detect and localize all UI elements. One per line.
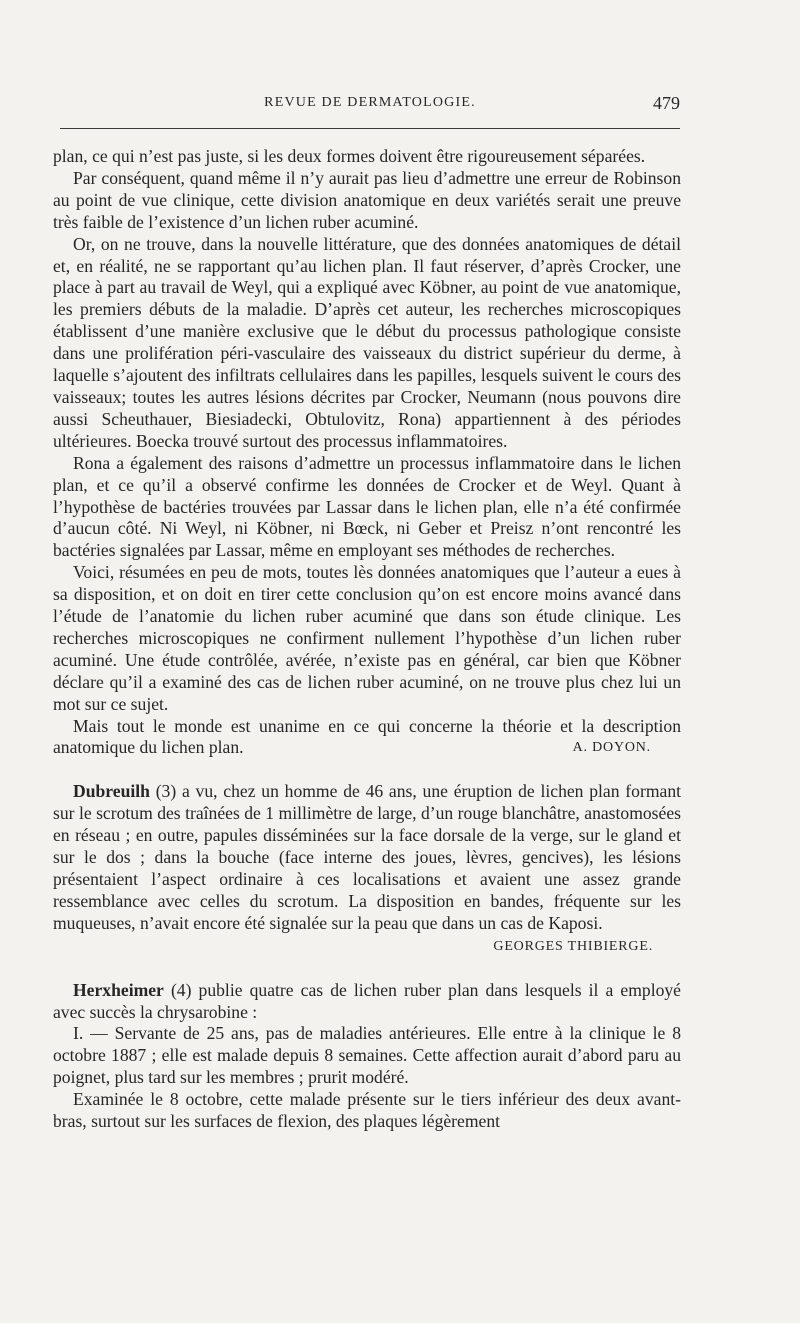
review-herxheimer bbox=[53, 980, 681, 1024]
review-text: (3) a vu, chez un homme de 46 ans, une éruption de lichen plan formant sur le scrotum des traînées de 1 millimètre de large, d’un rouge blanchâtre, anastomosées en réseau ; en outre, papules disséminées sur la face dorsale de la verge, sur le gland et sur le dos ; dans la bouche (face interne des joues, lèvres, gencives), les lésions présentaient l’aspect ordinaire à ces localisations et avaient une assez grande ressemblance avec celles du scrotum. La disposition en bandes, fréquente sur les muqueuses, n’avait encore été signalée sur la peau que dans un cas de Kaposi. bbox=[53, 781, 681, 933]
paragraph: plan, ce qui n’est pas juste, si les deux formes doivent être rigoureusement séparées. bbox=[53, 146, 646, 166]
author-name: Herxheimer bbox=[73, 979, 164, 1000]
signature-doyon: A. DOYON. bbox=[572, 740, 651, 756]
page-header bbox=[60, 95, 680, 119]
case-one-exam: Examinée le 8 octobre, cette malade présente sur le tiers inférieur des deux avant-bras, surtout sur les surfaces de flexion, des plaques légèrement bbox=[53, 1089, 681, 1132]
paragraph: Rona a également des raisons d’admettre un processus inflammatoire dans le lichen plan, et ce qu’il a observé confirme les données de Crocker et de Weyl. Quant à l’hypothèse de bactéries trouvées par Lassar dans le lichen plan, elle n’a été confirmée d’aucun côté. Ni Weyl, ni Köbner, ni Bœck, ni Geber et Preisz n’ont rencontré les bactéries signalées par Lassar, même en employant ses méthodes de recherches. bbox=[53, 452, 681, 561]
section-gap bbox=[53, 958, 681, 980]
article-body bbox=[53, 146, 681, 1133]
signature-thibierge: GEORGES THIBIERGE. bbox=[493, 938, 653, 954]
page-number: 479 bbox=[653, 93, 680, 113]
running-title: REVUE DE DERMATOLOGIE. bbox=[264, 95, 476, 110]
paragraph-text: Mais tout le monde est unanime en ce qui concerne la théorie et la description anatomique du lichen plan. bbox=[53, 715, 681, 758]
section-gap bbox=[53, 759, 681, 781]
author-name: Dubreuilh bbox=[73, 781, 150, 802]
header-rule bbox=[60, 128, 680, 129]
review-dubreuilh bbox=[53, 781, 681, 934]
paragraph-with-signature bbox=[53, 716, 681, 760]
paragraph: Or, on ne trouve, dans la nouvelle littérature, que des données anatomiques de détail et, en réalité, ne se rapportant qu’au lichen plan. Il faut réserver, d’après Crocker, une place à part au travail de Weyl, qui a expliqué avec Köbner, au point de vue anatomique, les premiers débuts de la maladie. D’après cet auteur, les recherches microscopiques établissent d’une manière exclusive que le début du processus pathologique consiste dans une prolifération péri-vasculaire des vaisseaux du district supérieur du derme, à laquelle s’ajoutent des infiltrats cellulaires dans les papilles, lesquels suivent le cours des vaisseaux; toutes les autres lésions décrites par Crocker, Neumann (nous pouvons dire aussi Scheuthauer, Biesiadecki, Obtulovitz, Rona) appartiennent à des périodes ultérieures. Boecka trouvé surtout des processus inflammatoires. bbox=[53, 233, 681, 451]
review-text: (4) publie quatre cas de lichen ruber plan dans lesquels il a employé avec succès la chrysarobine : bbox=[53, 979, 681, 1022]
paragraph: Par conséquent, quand même il n’y aurait pas lieu d’admettre une erreur de Robinson au point de vue clinique, cette division anatomique en deux variétés serait une preuve très faible de l’existence d’un lichen ruber acuminé. bbox=[53, 167, 681, 232]
case-one: I. — Servante de 25 ans, pas de maladies antérieures. Elle entre à la clinique le 8 octobre 1887 ; elle est malade depuis 8 semaines. Cette affection aurait d’abord paru au poignet, plus tard sur les membres ; prurit modéré. bbox=[53, 1023, 681, 1088]
paragraph: Voici, résumées en peu de mots, toutes lès données anatomiques que l’auteur a eues à sa disposition, et on doit en tirer cette conclusion qu’on est encore moins avancé dans l’étude de l’anatomie du lichen ruber acuminé que dans son étude clinique. Les recherches microscopiques ne confirment nullement l’hypothèse d’un lichen ruber acuminé. Une étude contrôlée, avérée, n’existe pas en général, car bien que Köbner déclare qu’il a examiné des cas de lichen ruber acuminé, on ne trouve plus chez lui un mot sur ce sujet. bbox=[53, 562, 681, 714]
